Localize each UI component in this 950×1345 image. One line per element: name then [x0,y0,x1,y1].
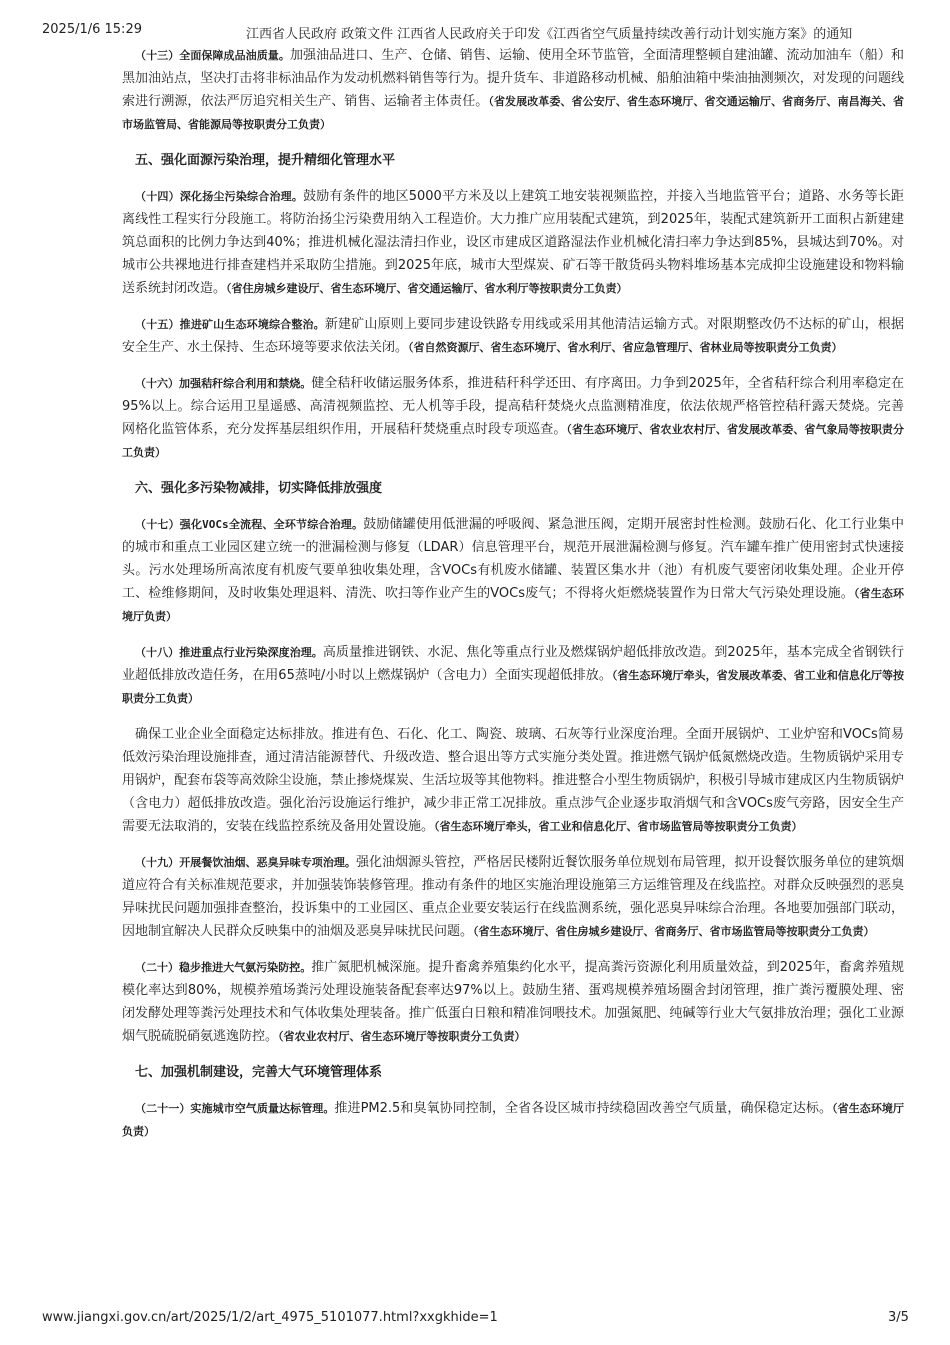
paragraph-lead: （十三）全面保障成品油质量。 [135,49,290,62]
responsibility-note: （省生态环境厅牵头，省发展改革委、省工业和信息化厅等按职责分工负责） [122,669,904,705]
paragraph-body: 鼓励有条件的地区5000平方米及以上建筑工地安装视频监控，并接入当地监管平台；道路、水务等长距离线性工程实行分段施工。将防治扬尘污染费用纳入工程造价。大力推广应用装配式建筑，到2025年，装配式建筑新开工面积占新建建筑总面积的比例力争达到40%；推进机械化湿法清扫作业，设区市建成区道路湿法作业机械化清扫率力争达到85%，县城达到70%。对城市公共裸地进行排查建档并采取防尘措施。到2025年底，城市大型煤炭、矿石等干散货码头物料堆场基本完成抑尘设施建设和物料输送系统封闭改造。 [122,189,904,296]
responsibility-note: （省生态环境厅负责） [122,587,905,623]
paragraph-lead: （十九）开展餐饮油烟、恶臭异味专项治理。 [135,856,356,869]
paragraph-20 [122,956,904,1048]
paragraph-body: 新建矿山原则上要同步建设铁路专用线或采用其他清洁运输方式。对限期整改仍不达标的矿山，根据安全生产、水土保持、生态环境等要求依法关闭。 [122,317,904,355]
section-heading-5: 五、强化面源污染治理，提升精细化管理水平 [135,153,396,168]
page-title: 江西省人民政府 政策文件 江西省人民政府关于印发《江西省空气质量持续改善行动计划实施方案》的通知 [246,27,853,42]
paragraph-13 [122,44,904,136]
paragraph-lead: （十七）强化VOCs全流程、全环节综合治理。 [135,518,364,531]
paragraph-16 [122,372,904,464]
paragraph-lead: （十六）加强秸秆综合利用和禁烧。 [135,377,312,390]
responsibility-note: （省生态环境厅、省农业农村厅、省发展改革委、省气象局等按职责分工负责） [122,423,904,459]
page-number: 3/5 [888,1310,909,1325]
paragraph-lead: （二十一）实施城市空气质量达标管理。 [135,1102,335,1115]
paragraph-body: 推广氮肥机械深施。提升畜禽养殖集约化水平，提高粪污资源化利用质量效益，到2025年，畜禽养殖规模化率达到80%，规模养殖场粪污处理设施装备配套率达97%以上。鼓励生猪、蛋鸡规模养殖场圈舍封闭管理，推广粪污覆膜处理、密闭发酵处理等粪污处理技术和气体收集处理装备。推广低蛋白日粮和精准饲喂技术。加强氮肥、纯碱等行业大气氨排放治理；强化工业源烟气脱硫脱硝氨逃逸防控。 [122,960,904,1044]
paragraph-18-continued [122,723,904,838]
section-heading-6: 六、强化多污染物减排，切实降低排放强度 [135,481,383,496]
paragraph-21 [122,1097,904,1143]
responsibility-note: （省生态环境厅牵头，省工业和信息化厅、省市场监管局等按职责分工负责） [434,820,803,833]
paragraph-lead: （十四）深化扬尘污染综合治理。 [135,190,304,203]
paragraph-body: 健全秸秆收储运服务体系，推进秸秆科学还田、有序离田。力争到2025年，全省秸秆综合利用率稳定在95%以上。综合运用卫星遥感、高清视频监控、无人机等手段，提高秸秆焚烧火点监测精准度，依法依规严格管控秸秆露天焚烧。完善网格化监管体系，充分发挥基层组织作用，开展秸秆焚烧重点时段专项巡查。 [122,376,904,437]
document-body [122,44,904,1156]
responsibility-note: （省生态环境厅负责） [122,1102,905,1138]
paragraph-lead: （二十）稳步推进大气氨污染防控。 [135,961,312,974]
paragraph-17 [122,513,904,628]
paragraph-14 [122,185,904,300]
paragraph-18 [122,641,904,710]
page-url: www.jiangxi.gov.cn/art/2025/1/2/art_4975_5101077.html?xxgkhide=1 [42,1310,498,1325]
section-heading-7: 七、加强机制建设，完善大气环境管理体系 [135,1065,383,1080]
paragraph-body: 高质量推进钢铁、水泥、焦化等重点行业及燃煤锅炉超低排放改造。到2025年，基本完成全省钢铁行业超低排放改造任务，在用65蒸吨/小时以上燃煤锅炉（含电力）全面实现超低排放。 [122,645,904,683]
paragraph-15 [122,313,904,359]
paragraph-19 [122,851,904,943]
paragraph-body: 强化油烟源头管控，严格居民楼附近餐饮服务单位规划布局管理，拟开设餐饮服务单位的建筑烟道应符合有关标准规范要求，并加强装饰装修管理。推动有条件的地区实施治理设施第三方运维管理及在线监控。对群众反映强烈的恶臭异味扰民问题加强排查整治，投诉集中的工业园区、重点企业要安装运行在线监测系统，强化恶臭异味综合治理。各地要加强部门联动，因地制宜解决人民群众反映集中的油烟及恶臭异味扰民问题。 [122,855,904,939]
paragraph-body: 加强油品进口、生产、仓储、销售、运输、使用全环节监管，全面清理整顿自建油罐、流动加油车（船）和黑加油站点，坚决打击将非标油品作为发动机燃料销售等行为。提升货车、非道路移动机械、船舶油箱中柴油抽测频次，对发现的问题线索进行溯源，依法严厉追究相关生产、销售、运输者主体责任。 [122,48,904,109]
paragraph-lead: （十八）推进重点行业污染深度治理。 [135,646,323,659]
responsibility-note: （省农业农村厅、省生态环境厅等按职责分工负责） [278,1030,526,1043]
paragraph-body: 推进PM2.5和臭氧协同控制，全省各设区城市持续稳固改善空气质量，确保稳定达标。 [334,1101,833,1116]
responsibility-note: （省自然资源厅、省生态环境厅、省水利厅、省应急管理厅、省林业局等按职责分工负责） [408,341,843,354]
responsibility-note: （省生态环境厅、省住房城乡建设厅、省商务厅、省市场监管局等按职责分工负责） [473,925,875,938]
responsibility-note: （省发展改革委、省公安厅、省生态环境厅、省交通运输厅、省商务厅、南昌海关、省市场监管局、省能源局等按职责分工负责） [122,95,904,131]
paragraph-body: 确保工业企业全面稳定达标排放。推进有色、石化、化工、陶瓷、玻璃、石灰等行业深度治理。全面开展锅炉、工业炉窑和VOCs简易低效污染治理设施排查，通过清洁能源替代、升级改造、整合退出等方式实施分类处置。推进燃气锅炉低氮燃烧改造。生物质锅炉采用专用锅炉，配套布袋等高效除尘设施，禁止掺烧煤炭、生活垃圾等其他物料。推进整合小型生物质锅炉，积极引导城市建成区内生物质锅炉（含电力）超低排放改造。强化治污设施运行维护，减少非正常工况排放。重点涉气企业逐步取消烟气和含VOCs废气旁路，因安全生产需要无法取消的，安装在线监控系统及备用处置设施。 [122,727,904,834]
paragraph-lead: （十五）推进矿山生态环境综合整治。 [135,318,325,331]
paragraph-body: 鼓励储罐使用低泄漏的呼吸阀、紧急泄压阀，定期开展密封性检测。鼓励石化、化工行业集中的城市和重点工业园区建立统一的泄漏检测与修复（LDAR）信息管理平台，规范开展泄漏检测与修复。汽车罐车推广使用密封式快速接头。污水处理场所高浓度有机废气要单独收集处理，含VOCs有机废水储罐、装置区集水井（池）有机废气要密闭收集处理。企业开停工、检维修期间，及时收集处理退料、清洗、吹扫等作业产生的VOCs废气；不得将火炬燃烧装置作为日常大气污染处理设施。 [122,517,904,601]
print-datetime: 2025/1/6 15:29 [42,22,142,37]
responsibility-note: （省住房城乡建设厅、省生态环境厅、省交通运输厅、省水利厅等按职责分工负责） [226,282,628,295]
